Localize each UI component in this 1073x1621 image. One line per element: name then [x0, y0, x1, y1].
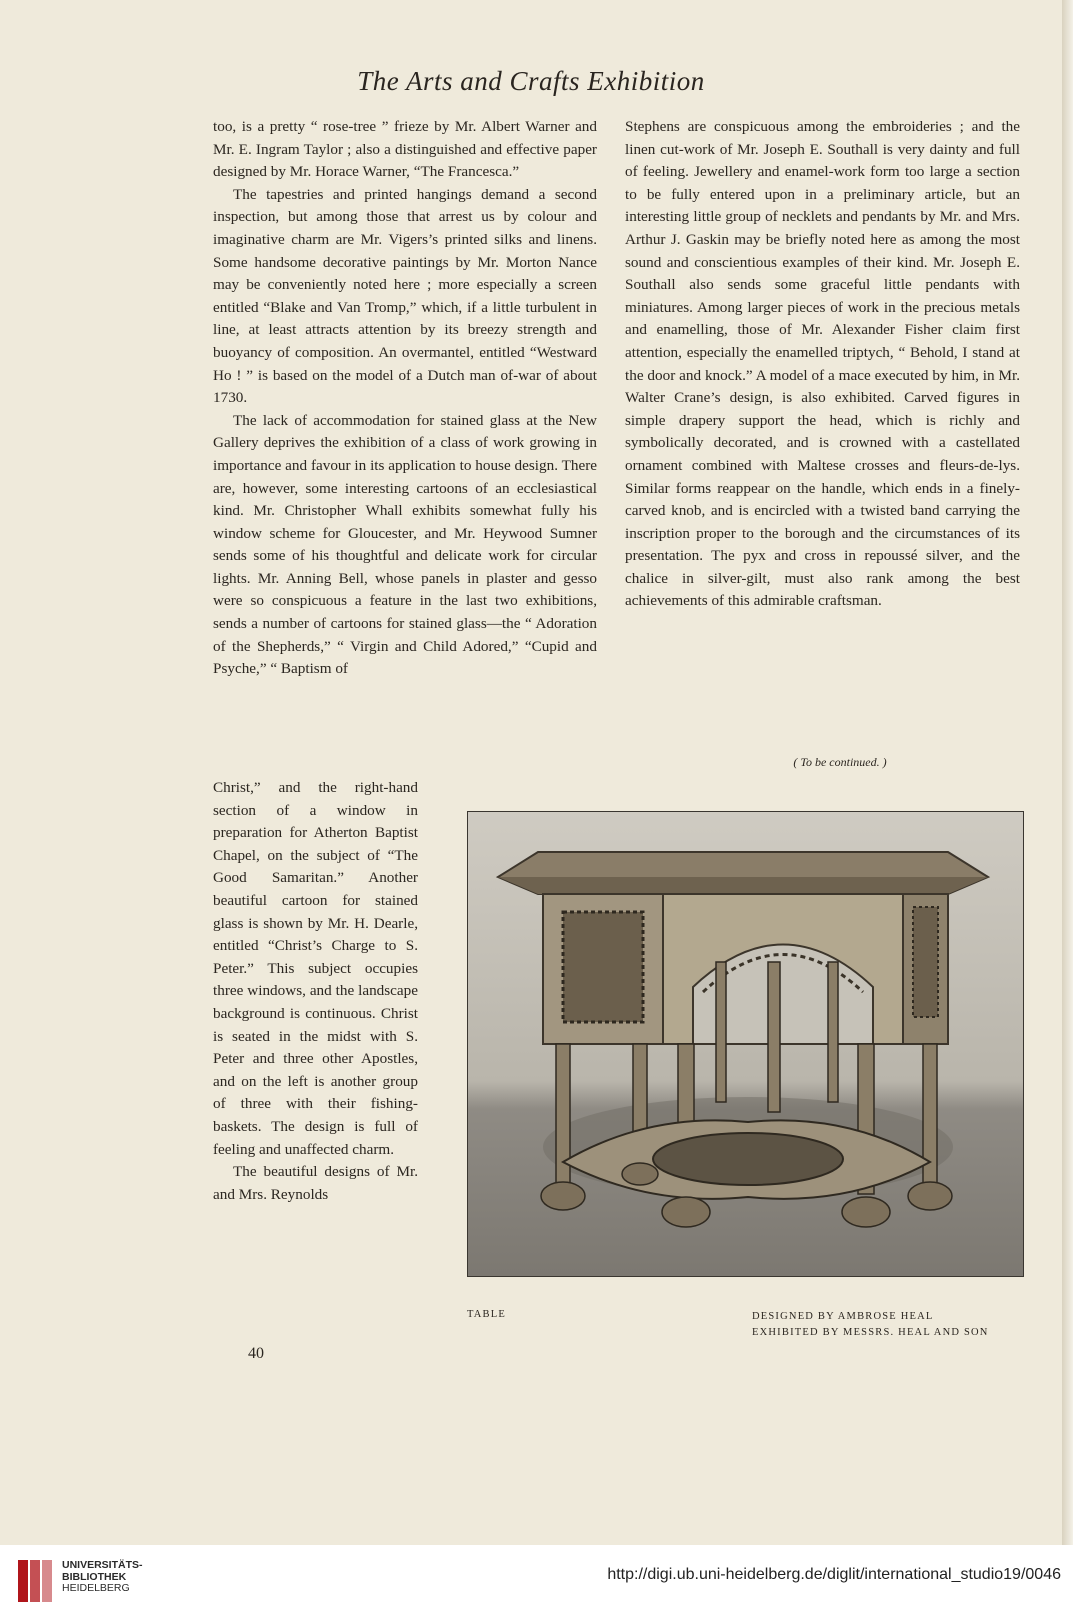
left-column-text — [213, 116, 597, 681]
paragraph: Christ,” and the right-hand section of a window in preparation for Atherton Baptist Chapel, on the subject of “The Good Samaritan.” Another beautiful cartoon for stained glass is shown by Mr. H. Dearle, entitled “Christ’s Charge to S. Peter.” This subject occupies three windows, and the landscape background is continuous. Christ is seated in the midst with S. Peter and three other Apostles, and on the left is another group of three with their fishing-baskets. The design is full of feeling and unaffected charm. — [213, 779, 418, 1158]
running-header: The Arts and Crafts Exhibition — [357, 66, 705, 96]
source-url[interactable]: http://digi.ub.uni-heidelberg.de/diglit/international_studio19/0046 — [607, 1566, 1061, 1583]
table-illustration — [468, 812, 1023, 1276]
left-column-narrow-text — [213, 777, 418, 1206]
table-photograph — [467, 811, 1024, 1277]
paragraph: The beautiful designs of Mr. and Mrs. Reynolds — [213, 1163, 418, 1203]
paragraph: The tapestries and printed hangings demand a second inspection, but among those that arrest us by colour and imaginative charm are Mr. Vigers’s printed silks and linens. Some handsome decorative paintings by Mr. Morton Nance may be conveniently noted here ; more especially a screen entitled “Blake and Van Tromp,” which, if a little turbulent in line, at least attracts attention by its breezy strength and buoyancy of composition. An overmantel, entitled “Westward Ho ! ” is based on the model of a Dutch man of-war of about 1730. — [213, 185, 597, 407]
figure-caption-title: TABLE — [467, 1309, 506, 1320]
library-logo-icon — [14, 1556, 56, 1606]
right-column-text — [625, 116, 1020, 613]
library-name-line2: BIBLIOTHEK — [62, 1570, 127, 1583]
library-name-line3: HEIDELBERG — [62, 1582, 130, 1594]
library-name — [62, 1560, 143, 1595]
paragraph: too, is a pretty “ rose-tree ” frieze by Mr. Albert Warner and Mr. E. Ingram Taylor ; also a distinguished and effective paper designed by Mr. Horace Warner, “The Francesca.” — [213, 118, 597, 181]
caption-designer: DESIGNED BY AMBROSE HEAL — [752, 1311, 934, 1322]
library-name-line1: UNIVERSITÄTS- — [62, 1559, 143, 1571]
page-number: 40 — [248, 1345, 264, 1362]
to-be-continued: ( To be continued. ) — [793, 755, 887, 769]
paragraph: The lack of accommodation for stained glass at the New Gallery deprives the exhibition of a class of work growing in importance and favour in its application to house design. There are, however, some interesting cartoons of an ecclesiastical kind. Mr. Christopher Whall exhibits somewhat fully his window scheme for Gloucester, and Mr. Heywood Sumner sends some of his thoughtful and delicate work for circular lights. Mr. Anning Bell, whose panels in plaster and gesso were so conspicuous a feature in the last two exhibitions, sends a number of cartoons for stained glass—the “ Adoration of the Shepherds,” “ Virgin and Child Adored,” “Cupid and Psyche,” “ Baptism of — [213, 411, 597, 678]
page-edge — [1062, 0, 1073, 1545]
figure-caption-credit — [752, 1309, 989, 1341]
paragraph: Stephens are conspicuous among the embroideries ; and the linen cut-work of Mr. Joseph E. Southall is very dainty and full of feeling. Jewellery and enamel-work form too large a section to be fully entered upon in a preliminary article, but an interesting little group of necklets and pendants by Mr. and Mrs. Arthur J. Gaskin may be briefly noted here as among the most sound and conscientious examples of their kind. Mr. Joseph E. Southall also sends some graceful little pendants with miniatures. Among larger pieces of work in the precious metals and enamelling, those of Mr. Alexander Fisher claim first attention, especially the enamelled triptych, “ Behold, I stand at the door and knock.” A model of a mace executed by him, in Mr. Walter Crane’s design, is also exhibited. Carved figures in simple drapery support the head, which is richly and symbolically decorated, and is crowned with a castellated ornament combined with Maltese crosses and fleurs-de-lys. Similar forms reappear on the handle, which ends in a finely-carved knob, and is encircled with a twisted band carrying the inscription proper to the borough and the circumstances of its presentation. The pyx and cross in repoussé silver, and the chalice in silver-gilt, must also rank among the best achievements of this admirable craftsman. — [625, 118, 1020, 610]
caption-exhibitor: EXHIBITED BY MESSRS. HEAL AND SON — [752, 1327, 989, 1338]
